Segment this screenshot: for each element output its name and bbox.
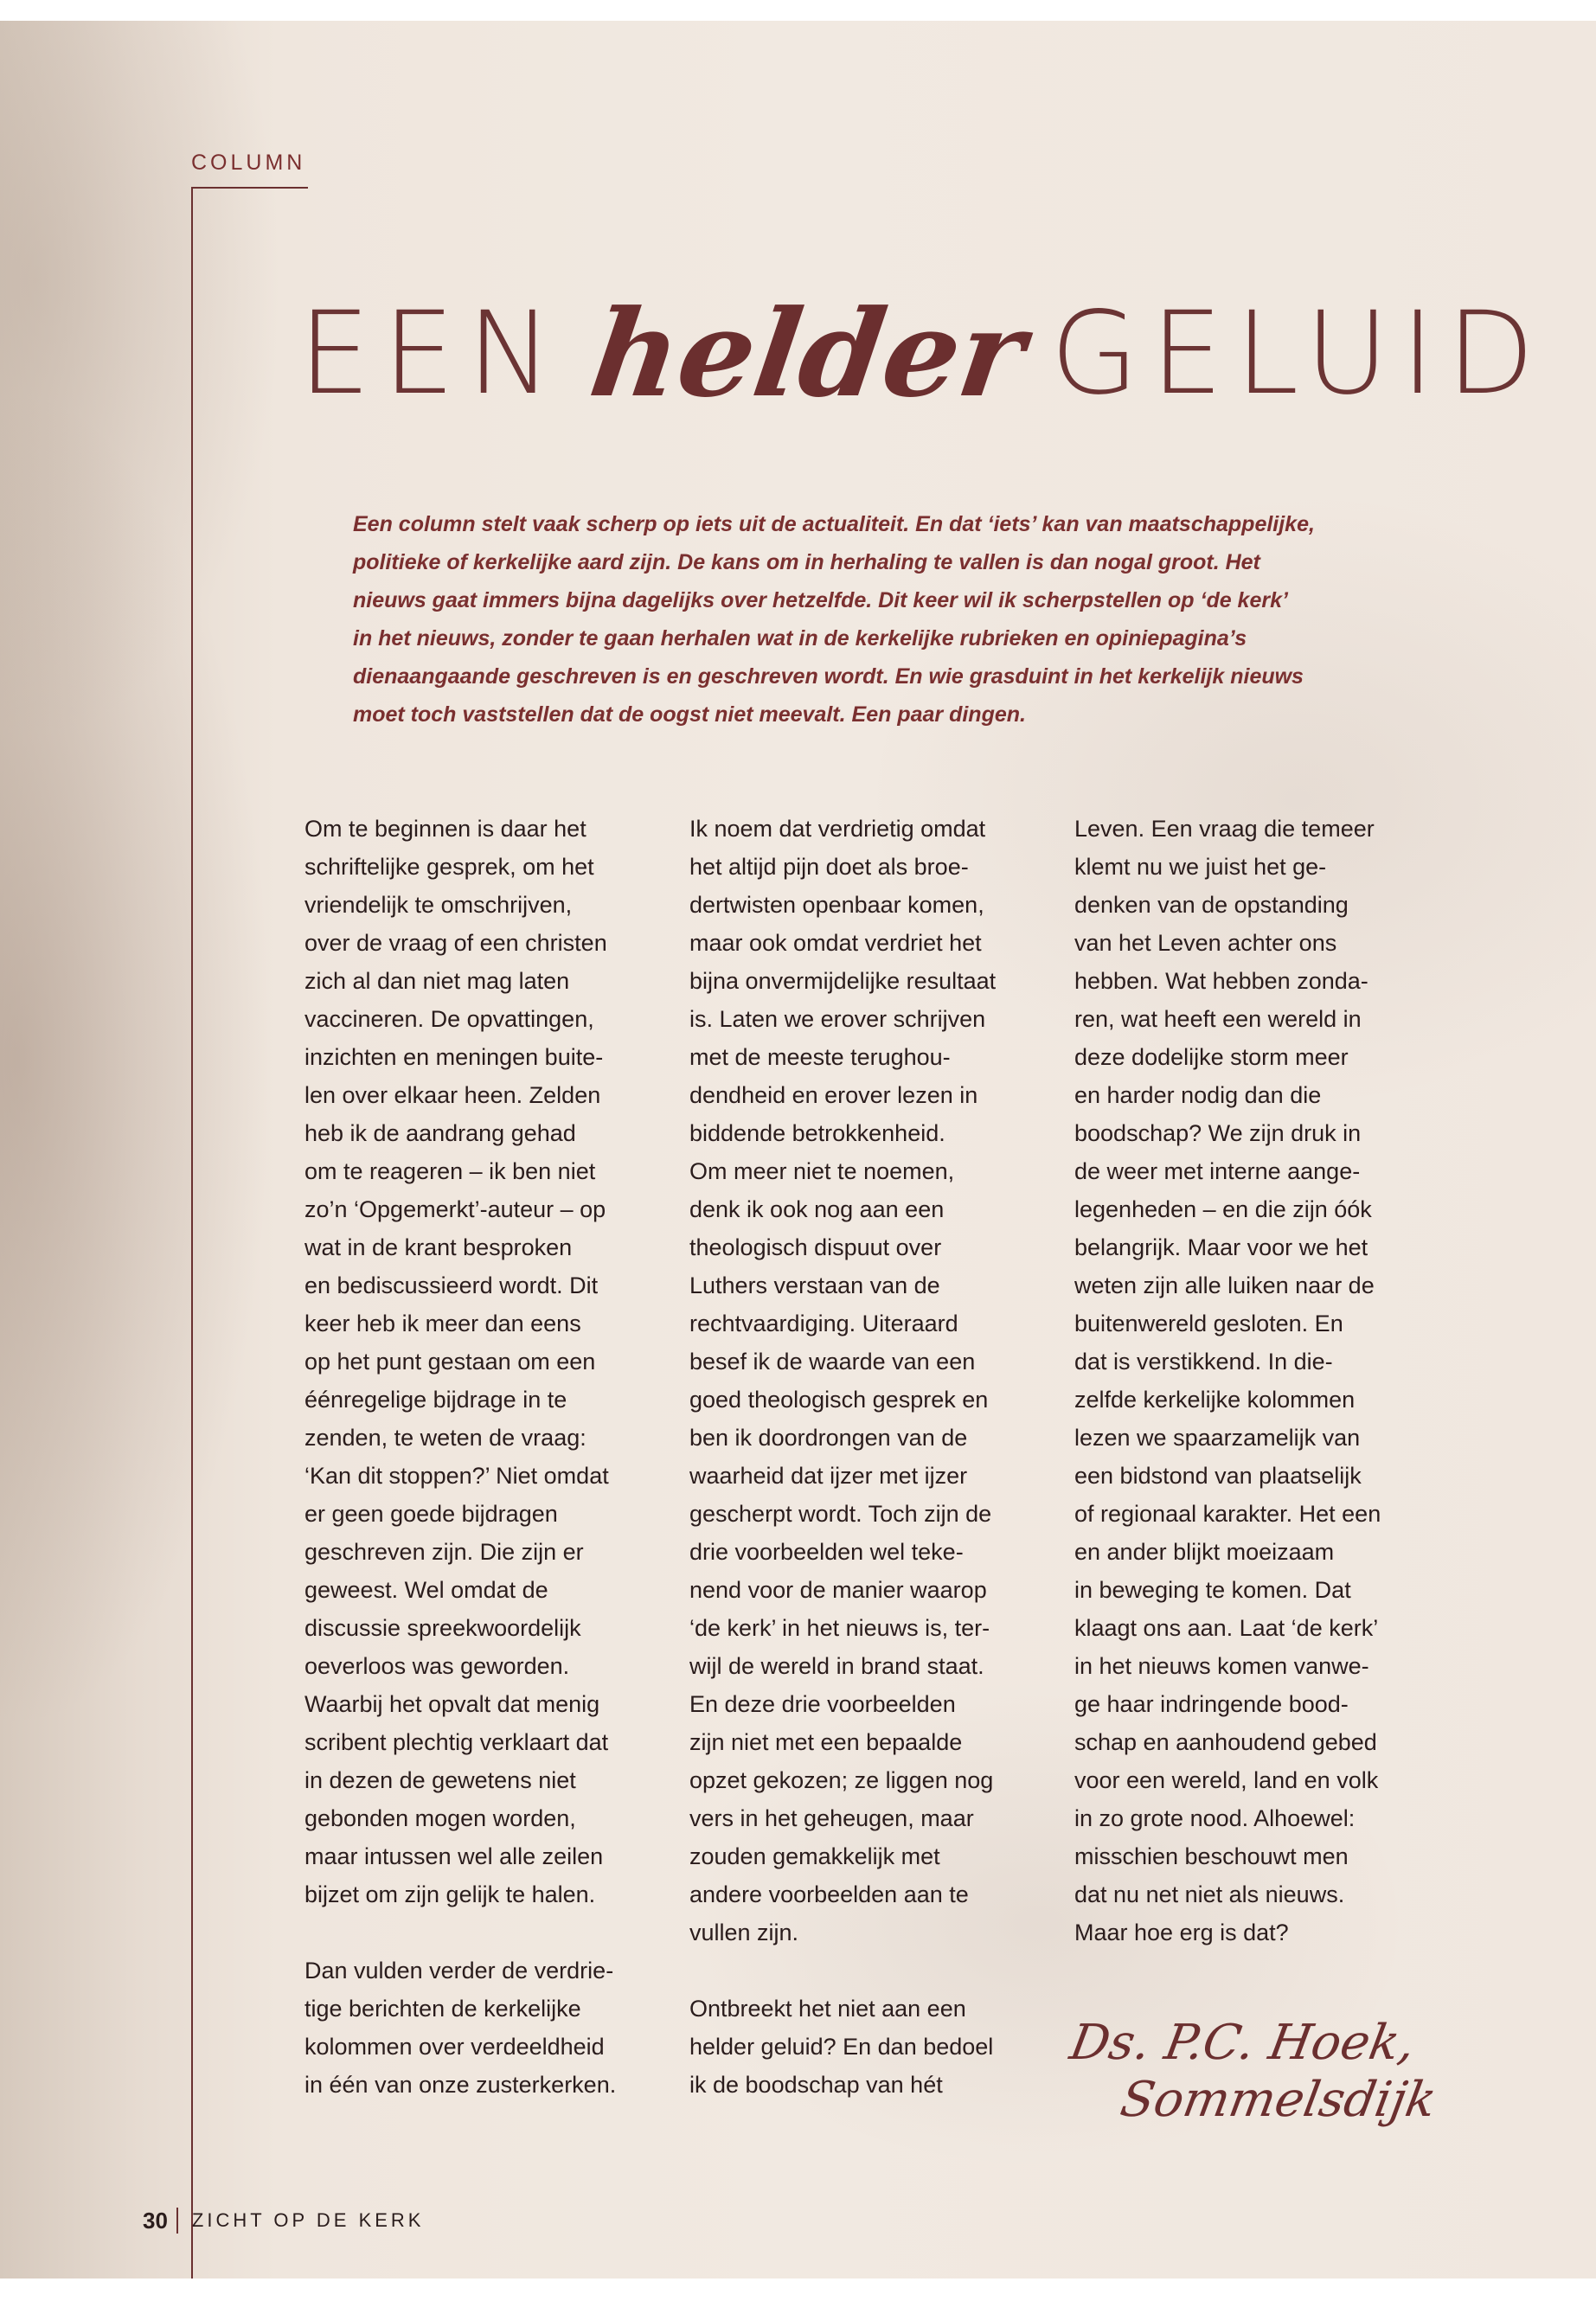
text-line: schriftelijke gesprek, om het <box>304 854 594 880</box>
text-line: zich al dan niet mag laten <box>304 968 570 994</box>
text-line: in één van onze zusterkerken. <box>304 2072 617 2098</box>
paragraph <box>689 810 1035 1952</box>
page-number: 30 <box>143 2207 168 2234</box>
text-line: goed theologisch gesprek en <box>689 1387 989 1413</box>
text-line: Om meer niet te noemen, <box>689 1158 955 1184</box>
text-line: zijn niet met een bepaalde <box>689 1729 963 1755</box>
text-line: buitenwereld gesloten. En <box>1074 1311 1343 1336</box>
text-line: besef ik de waarde van een <box>689 1349 976 1375</box>
text-line: de weer met interne aange- <box>1074 1158 1361 1184</box>
text-line: nend voor de manier waarop <box>689 1577 987 1603</box>
text-line: discussie spreekwoordelijk <box>304 1615 581 1641</box>
signature-place: Sommelsdijk <box>1116 2072 1441 2128</box>
text-line: en harder nodig dan die <box>1074 1082 1322 1108</box>
text-line: bijzet om zijn gelijk te halen. <box>304 1881 596 1907</box>
text-line: in zo grote nood. Alhoewel: <box>1074 1805 1356 1831</box>
text-line: belangrijk. Maar voor we het <box>1074 1234 1368 1260</box>
text-line: klemt nu we juist het ge- <box>1074 854 1327 880</box>
title-part-2: GELUID <box>1050 287 1547 420</box>
text-line: legenheden – en die zijn óók <box>1074 1196 1372 1222</box>
text-line: wijl de wereld in brand staat. <box>689 1653 984 1679</box>
text-line: vaccineren. De opvattingen, <box>304 1006 594 1032</box>
text-line: deze dodelijke storm meer <box>1074 1044 1349 1070</box>
text-line: er geen goede bijdragen <box>304 1501 558 1527</box>
text-line: kolommen over verdeeldheid <box>304 2034 605 2060</box>
intro-line: politieke of kerkelijke aard zijn. De kans om in herhaling te vallen is dan nogal groot. Het <box>353 550 1260 574</box>
intro-line: in het nieuws, zonder te gaan herhalen wat in de kerkelijke rubrieken en opiniepagina’s <box>353 626 1247 651</box>
text-line: denken van de opstanding <box>1074 892 1349 918</box>
paragraph <box>304 1952 651 2104</box>
text-line: het altijd pijn doet als broe- <box>689 854 969 880</box>
text-line: boodschap? We zijn druk in <box>1074 1120 1362 1146</box>
text-line: éénregelige bijdrage in te <box>304 1387 567 1413</box>
text-line: dendheid en erover lezen in <box>689 1082 978 1108</box>
paragraph <box>689 1990 1035 2104</box>
text-line: gescherpt wordt. Toch zijn de <box>689 1501 992 1527</box>
text-line: zouden gemakkelijk met <box>689 1843 940 1869</box>
text-line: en bediscussieerd wordt. Dit <box>304 1272 599 1298</box>
text-line: dat is verstikkend. In die- <box>1074 1349 1333 1375</box>
text-line: wat in de krant besproken <box>304 1234 573 1260</box>
magazine-name: ZICHT OP DE KERK <box>191 2209 425 2231</box>
text-line: klaagt ons aan. Laat ‘de kerk’ <box>1074 1615 1379 1641</box>
text-line: geschreven zijn. Die zijn er <box>304 1539 584 1565</box>
text-line: opzet gekozen; ze liggen nog <box>689 1767 994 1793</box>
text-line: een bidstond van plaatselijk <box>1074 1463 1362 1489</box>
paragraph <box>304 810 651 1913</box>
text-line: ben ik doordrongen van de <box>689 1425 968 1451</box>
text-line: vullen zijn. <box>689 1920 799 1945</box>
article-body <box>304 810 1429 2159</box>
text-line: is. Laten we erover schrijven <box>689 1006 986 1032</box>
text-line: heb ik de aandrang gehad <box>304 1120 576 1146</box>
text-line: scribent plechtig verklaart dat <box>304 1729 609 1755</box>
text-line: En deze drie voorbeelden <box>689 1691 956 1717</box>
magazine-page <box>0 21 1596 2279</box>
text-line: in het nieuws komen vanwe- <box>1074 1653 1369 1679</box>
text-line: Luthers verstaan van de <box>689 1272 940 1298</box>
text-line: lezen we spaarzamelijk van <box>1074 1425 1361 1451</box>
text-line: in beweging te komen. Dat <box>1074 1577 1351 1603</box>
text-line: voor een wereld, land en volk <box>1074 1767 1379 1793</box>
column-1 <box>304 810 651 2142</box>
text-line: hebben. Wat hebben zonda- <box>1074 968 1368 994</box>
text-line: maar ook omdat verdriet het <box>689 930 982 956</box>
text-line: Ik noem dat verdrietig omdat <box>689 816 986 842</box>
text-line: ren, wat heeft een wereld in <box>1074 1006 1362 1032</box>
text-line: ge haar indringende bood- <box>1074 1691 1349 1717</box>
text-line: drie voorbeelden wel teke- <box>689 1539 964 1565</box>
text-line: van het Leven achter ons <box>1074 930 1337 956</box>
vertical-rule <box>191 187 193 2279</box>
text-line: om te reageren – ik ben niet <box>304 1158 596 1184</box>
text-line: inzichten en meningen buite- <box>304 1044 604 1070</box>
text-line: ‘Kan dit stoppen?’ Niet omdat <box>304 1463 609 1489</box>
text-line: schap en aanhoudend gebed <box>1074 1729 1377 1755</box>
text-line: Maar hoe erg is dat? <box>1074 1920 1289 1945</box>
page-footer <box>143 2203 425 2238</box>
text-line: tige berichten de kerkelijke <box>304 1996 581 2022</box>
column-3 <box>1074 810 1420 1990</box>
text-line: of regionaal karakter. Het een <box>1074 1501 1381 1527</box>
column-2 <box>689 810 1035 2142</box>
text-line: rechtvaardiging. Uiteraard <box>689 1311 958 1336</box>
title-part-1: EEN <box>298 287 565 420</box>
text-line: maar intussen wel alle zeilen <box>304 1843 604 1869</box>
text-line: op het punt gestaan om een <box>304 1349 596 1375</box>
text-line: met de meeste terughou- <box>689 1044 951 1070</box>
text-line: biddende betrokkenheid. <box>689 1120 945 1146</box>
text-line: Om te beginnen is daar het <box>304 816 586 842</box>
page-title <box>298 285 1547 423</box>
text-line: ‘de kerk’ in het nieuws is, ter- <box>689 1615 990 1641</box>
text-line: vriendelijk te omschrijven, <box>304 892 573 918</box>
text-line: oeverloos was geworden. <box>304 1653 570 1679</box>
text-line: keer heb ik meer dan eens <box>304 1311 581 1336</box>
text-line: dertwisten openbaar komen, <box>689 892 984 918</box>
author-signature <box>1055 2015 1456 2129</box>
text-line: helder geluid? En dan bedoel <box>689 2034 994 2060</box>
text-line: theologisch dispuut over <box>689 1234 942 1260</box>
text-line: ik de boodschap van hét <box>689 2072 943 2098</box>
text-line: over de vraag of een christen <box>304 930 607 956</box>
intro-line: dienaangaande geschreven is en geschreven wordt. En wie grasduint in het kerkelijk nieuws <box>353 664 1304 689</box>
text-line: in dezen de gewetens niet <box>304 1767 576 1793</box>
text-line: en ander blijkt moeizaam <box>1074 1539 1335 1565</box>
section-label: COLUMN <box>191 151 306 175</box>
text-line: gebonden mogen worden, <box>304 1805 576 1831</box>
text-line: weten zijn alle luiken naar de <box>1074 1272 1375 1298</box>
text-line: zo’n ‘Opgemerkt’-auteur – op <box>304 1196 606 1222</box>
text-line: waarheid dat ijzer met ijzer <box>689 1463 968 1489</box>
text-line: Leven. Een vraag die temeer <box>1074 816 1375 842</box>
text-line: denk ik ook nog aan een <box>689 1196 945 1222</box>
text-line: len over elkaar heen. Zelden <box>304 1082 601 1108</box>
text-line: Ontbreekt het niet aan een <box>689 1996 966 2022</box>
horizontal-rule <box>191 187 308 189</box>
title-script-word: helder <box>582 283 1033 424</box>
paragraph <box>1074 810 1420 1952</box>
text-line: Dan vulden verder de verdrie- <box>304 1958 614 1984</box>
intro-line: nieuws gaat immers bijna dagelijks over hetzelfde. Dit keer wil ik scherpstellen op ‘de kerk’ <box>353 588 1288 612</box>
text-line: Waarbij het opvalt dat menig <box>304 1691 600 1717</box>
intro-line: moet toch vaststellen dat de oogst niet meevalt. Een paar dingen. <box>353 702 1026 727</box>
text-line: dat nu net niet als nieuws. <box>1074 1881 1345 1907</box>
signature-name: Ds. P.C. Hoek, <box>1066 2015 1420 2071</box>
text-line: bijna onvermijdelijke resultaat <box>689 968 997 994</box>
text-line: vers in het geheugen, maar <box>689 1805 974 1831</box>
text-line: zenden, te weten de vraag: <box>304 1425 586 1451</box>
intro-paragraph <box>353 505 1413 734</box>
footer-divider <box>176 2208 178 2234</box>
text-line: andere voorbeelden aan te <box>689 1881 969 1907</box>
text-line: misschien beschouwt men <box>1074 1843 1349 1869</box>
intro-line: Een column stelt vaak scherp op iets uit de actualiteit. En dat ‘iets’ kan van maatschappelijke, <box>353 512 1315 536</box>
text-line: geweest. Wel omdat de <box>304 1577 548 1603</box>
text-line: zelfde kerkelijke kolommen <box>1074 1387 1356 1413</box>
